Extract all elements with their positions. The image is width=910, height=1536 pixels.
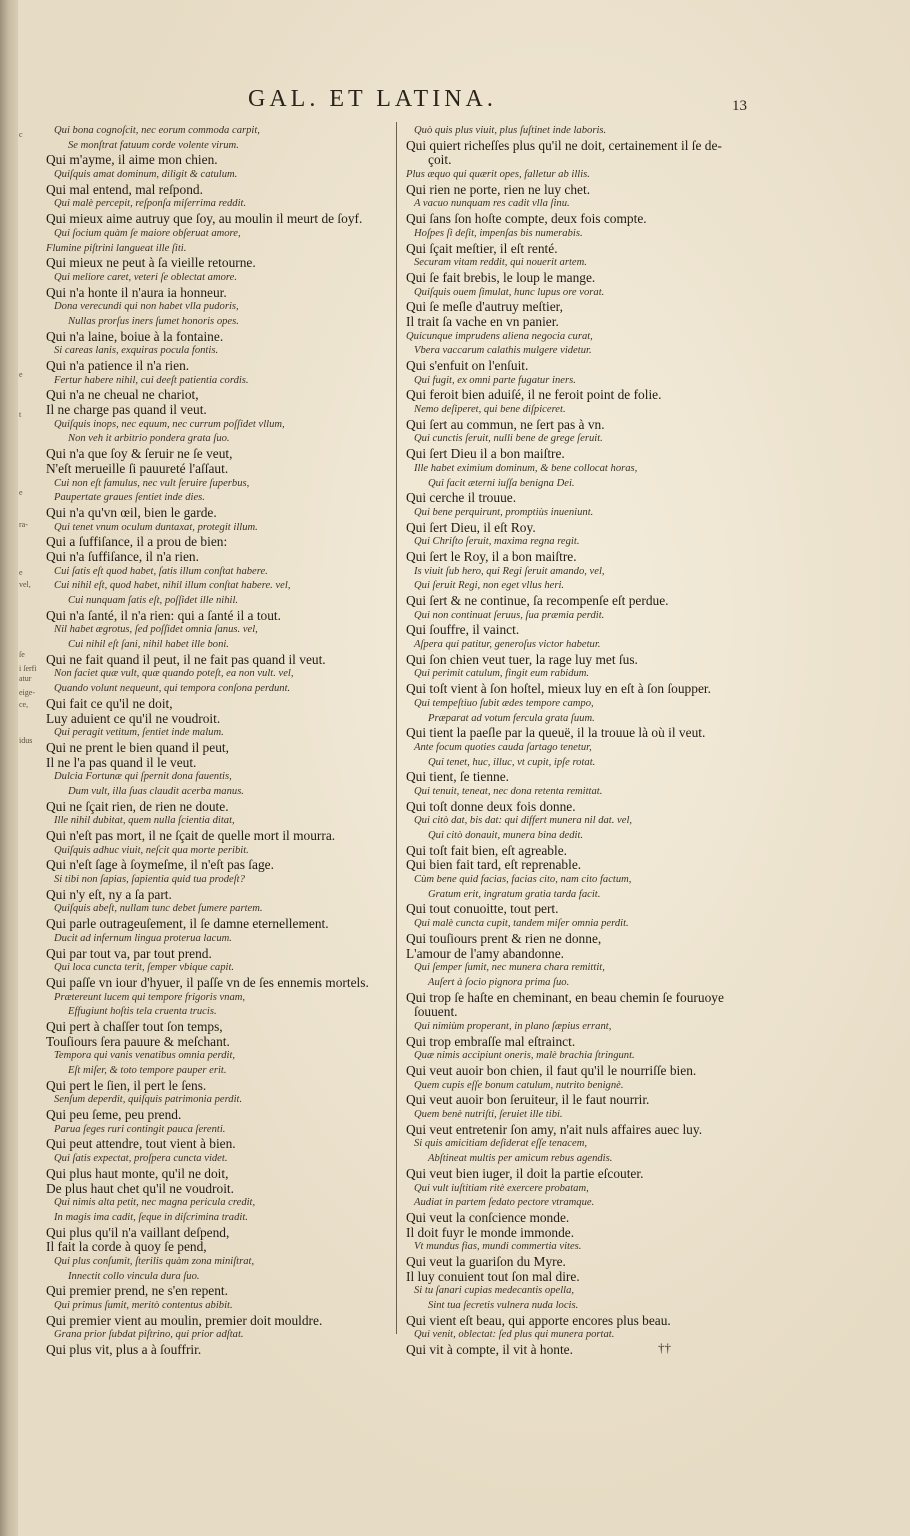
latin-verse-line: Grana prior ſubdat piſtrino, qui prior adſtat. [54,1329,244,1341]
french-proverb-line: Qui peut attendre, tout vient à bien. [46,1136,236,1152]
latin-verse-line: Qui ſeruit Regi, non eget vllus heri. [414,580,565,592]
french-proverb-line: Qui n'a honte il n'aura ia honneur. [46,284,227,300]
latin-verse-line: Qui vult iuſtitiam ritè exercere probatam, [414,1182,589,1194]
latin-verse-line: Prætereunt lucem qui tempore frigoris vnam, [54,991,246,1003]
signature-mark: †† [658,1340,671,1355]
french-proverb-line: Touſiours ſera pauure & meſchant. [46,1033,230,1049]
latin-verse-line: Ille nihil dubitat, quem nulla ſcientia ditat, [54,815,235,827]
french-proverb-line: Qui premier prend, ne s'en repent. [46,1283,229,1299]
french-proverb-line: Qui mieux ne peut à ſa vieille retourne. [46,255,256,271]
french-proverb-line: Qui n'y eſt, ny a ſa part. [46,886,172,902]
french-proverb-line: Qui ſe fait brebis, le loup le mange. [406,269,596,285]
latin-verse-line: Non faciet quæ vult, quæ quando poteſt, ea non vult. vel, [54,668,294,680]
latin-verse-line: Qui fugit, ex omni parte fugatur iners. [414,374,576,386]
french-proverb-line: Qui ſouffre, il vainct. [406,622,520,638]
french-proverb-line: Qui veut auoir bon ſeruiteur, il le faut nourrir. [406,1092,650,1108]
latin-verse-line: Sint tua ſecretis vulnera nuda locis. [428,1300,579,1311]
margin-note-fragment: ra- [19,520,28,529]
french-proverb-line: De plus haut chet qu'il ne voudroit. [46,1180,234,1196]
latin-verse-line: Vbera vaccarum calathis mulgere videtur. [414,345,592,357]
latin-verse-line: Qui non continuat ſeruus, ſua præmia perdit. [414,609,605,621]
french-proverb-line: Qui n'eſt pas mort, il ne ſçait de quelle mort il mourra. [46,828,336,843]
french-proverb-line: Qui n'a qu'vn œil, bien le garde. [46,504,217,520]
latin-verse-line: Ducit ad infernum lingua proterua lacum. [54,932,232,944]
margin-note-fragment: atur [19,674,32,683]
margin-note-fragment: idus [19,736,33,745]
french-proverb-line: Qui ſçait meſtier, il eſt renté. [406,240,558,256]
french-proverb-line: Qui n'a que ſoy & ſeruir ne ſe veut, [46,446,233,462]
facing-page-margin-notes [18,0,38,1536]
latin-verse-line: Is viuit ſub hero, qui Regi ſeruit amando, vel, [414,565,605,577]
latin-verse-line: Dona verecundi qui non habet vlla pudoris, [54,301,239,313]
latin-verse-line: Cui nunquam ſatis eſt, poſſidet ille nihil. [68,595,239,606]
latin-verse-line: In magis ima cadit, ſeque in diſcrimina tradit. [54,1211,248,1223]
margin-note-fragment: c [19,130,23,139]
latin-verse-line: Vt mundus fias, mundi commertia vites. [414,1241,582,1253]
latin-verse-line: Qui malè percepit, reſponſa miſerrima reddit. [54,198,247,210]
latin-verse-line: Qui meliore caret, veteri ſe oblectat amore. [54,271,237,283]
french-proverb-line: Qui toſt donne deux fois donne. [406,798,576,814]
latin-verse-line: Qui loca cuncta terit, ſemper vbique capit. [54,962,235,974]
french-proverb-line: Qui quiert richeſſes plus qu'il ne doit, certainement il ſe de- [406,137,722,153]
latin-verse-line: Quando volunt nequeunt, qui tempora conſona perdunt. [54,683,291,695]
french-proverb-line: Qui trop embraſſe mal eſtrainct. [406,1033,576,1049]
margin-note-fragment: e [19,488,23,497]
latin-verse-line: Qui facit æterni iuſſa benigna Dei. [428,477,575,489]
french-proverb-line: Qui parle outrageuſement, il ſe damne eternellement. [46,916,329,932]
latin-verse-line: Qui nimis alta petit, nec magna pericula credit, [54,1197,256,1209]
latin-verse-line: Audiat in partem ſedato pectore vtramque. [414,1197,595,1209]
latin-verse-line: Qui primus ſumit, meritò contentus abibit. [54,1300,233,1311]
latin-verse-line: Qui ſatis expectat, proſpera cuncta videt. [54,1153,228,1165]
latin-verse-line: Qui Chriſto ſeruit, maxima regna regit. [414,536,580,548]
french-proverb-line: Qui paſſe vn iour d'hyuer, il paſſe vn de ſes ennemis mortels. [46,974,369,990]
french-proverb-line: Qui par tout va, par tout prend. [46,945,212,961]
french-proverb-line: Qui ſert & ne continue, ſa recompenſe eſt perdue. [406,593,669,608]
latin-verse-line: Si tu ſanari cupias medecantis opella, [414,1285,575,1297]
french-proverb-line: Qui toſt fait bien, eſt agreable. [406,842,568,858]
latin-verse-line: Flumine piſtrini langueat ille ſiti. [46,242,187,254]
french-proverb-line: ſouuent. [414,1004,458,1020]
french-proverb-line: Qui pert le ſien, il pert le ſens. [46,1077,207,1093]
latin-verse-line: Abſtineat multis per amicum rebus agendis. [428,1153,613,1165]
latin-verse-line: Qui bona cognoſcit, nec eorum commoda carpit, [54,125,260,136]
latin-verse-line: Nil habet ægrotus, ſed poſſidet omnia ſanus. vel, [54,624,258,636]
french-proverb-line: Qui n'a patience il n'a rien. [46,358,190,373]
french-proverb-line: Qui ſans ſon hoſte compte, deux fois compte. [406,211,647,227]
latin-verse-line: A vacuo nunquam res cadit vlla ſinu. [414,198,570,210]
right-column [406,124,736,1358]
french-proverb-line: Qui s'enfuit on l'enſuit. [406,358,529,373]
french-proverb-line: Qui tient, ſe tienne. [406,769,510,785]
french-proverb-line: Qui n'a ne cheual ne chariot, [46,387,199,403]
french-proverb-line: Qui pert à chaſſer tout ſon temps, [46,1018,223,1034]
margin-note-fragment: e [19,370,23,379]
latin-verse-line: Cui nihil eſt, quod habet, nihil illum conſtat habere. vel, [54,580,291,592]
latin-verse-line: Qui cunctis ſeruit, nulli bene de grege ſeruit. [414,433,603,445]
french-proverb-line: Qui plus haut monte, qu'il ne doit, [46,1165,229,1181]
latin-verse-line: Cui ſatis eſt quod habet, ſatis illum conſtat habere. [54,565,268,577]
latin-verse-line: Qui citò dat, bis dat: qui differt munera nil dat. vel, [414,815,633,827]
french-proverb-line: Qui a ſuffiſance, il a prou de bien: [46,534,228,550]
latin-verse-line: Aſpera qui patitur, generoſus victor habetur. [414,639,601,651]
latin-verse-line: Quiſquis amat dominum, diligit & catulum. [54,169,238,181]
latin-verse-line: Tempora qui vanis venatibus omnia perdit, [54,1050,236,1062]
french-proverb-line: Il fait la corde à quoy ſe pend, [46,1239,207,1255]
latin-verse-line: Quem benè nutriſti, ſeruiet ille tibi. [414,1109,563,1121]
latin-verse-line: Quiſquis abeſt, nullam tunc debet ſumere partem. [54,903,263,915]
french-proverb-line: Luy aduient ce qu'il ne voudroit. [46,710,221,726]
latin-verse-line: Effugiunt hoſtis tela cruenta trucis. [68,1006,217,1018]
latin-verse-line: Qui malè cuncta cupit, tandem miſer omnia perdit. [414,918,629,930]
french-proverb-line: Qui n'eſt ſage à ſoymeſme, il n'eſt pas ſage. [46,857,274,873]
latin-verse-line: Nemo deſiperet, qui bene diſpiceret. [414,404,566,416]
french-proverb-line: Qui fait ce qu'il ne doit, [46,695,173,711]
french-proverb-line: Qui ſert Dieu il a bon maiſtre. [406,446,565,462]
latin-verse-line: Dulcia Fortunæ qui ſpernit dona fauentis, [54,771,232,783]
latin-verse-line: Non veh it arbitrio pondera grata ſuo. [68,433,230,445]
latin-verse-line: Se monſtrat fatuum corde volente virum. [68,139,239,151]
french-proverb-line: Qui tient la paeſle par la queuë, il la trouue là où il veut. [406,725,706,741]
latin-verse-line: Quicunque imprudens aliena negocia curat, [406,330,593,342]
latin-verse-line: Cui non eſt famulus, nec vult ſeruire ſuperbus, [54,477,250,489]
margin-note-fragment: t [19,410,22,419]
french-proverb-line: L'amour de l'amy abandonne. [406,945,565,961]
latin-verse-line: Plus æquo qui quærit opes, falletur ab illis. [406,169,590,181]
latin-verse-line: Qui tempeſtiuo ſubit ædes tempore campo, [414,697,594,709]
latin-verse-line: Quò quis plus viuit, plus ſuſtinet inde laboris. [414,125,607,136]
latin-verse-line: Quem cupis eſſe bonum catulum, nutrito benignè. [414,1079,624,1091]
margin-note-fragment: e [19,568,23,577]
latin-verse-line: Qui citò donauit, munera bina dedit. [428,830,584,841]
latin-verse-line: Quiſquis ouem ſimulat, hunc lupus ore vorat. [414,286,605,298]
french-proverb-line: Qui ne ſçait rien, de rien ne doute. [46,798,229,814]
french-proverb-line: Il trait ſa vache en vn panier. [406,313,559,329]
latin-verse-line: Quiſquis inops, nec equum, nec currum poſſidet vllum, [54,418,285,430]
latin-verse-line: Nullas prorſus iners ſumet honoris opes. [68,315,239,327]
french-proverb-line: Qui vient eſt beau, qui apporte encores plus beau. [406,1312,671,1328]
french-proverb-line: Qui n'a laine, boiue à la fontaine. [46,328,224,344]
latin-verse-line: Dum vult, illa ſuas claudit acerba manus. [68,785,244,797]
latin-verse-line: Innectit collo vincula dura ſuo. [68,1270,200,1282]
latin-verse-line: Gratum erit, ingratum gratia tarda facit. [428,888,601,900]
french-proverb-line: Qui mal entend, mal reſpond. [46,181,203,197]
latin-verse-line: Qui plus conſumit, ſterilis quàm zona miniſtrat, [54,1255,255,1267]
french-proverb-line: Qui ſert Dieu, il eſt Roy. [406,519,536,535]
french-proverb-line: Qui ne prent le bien quand il peut, [46,739,229,755]
french-proverb-line: Qui ne fait quand il peut, il ne fait pas quand il veut. [46,651,326,667]
french-proverb-line: Qui veut bien iuger, il doit la partie eſcouter. [406,1165,644,1181]
latin-verse-line: Qui venit, oblectat: ſed plus qui munera portat. [414,1329,615,1341]
latin-verse-line: Ante focum quoties cauda ſartago tenetur, [414,741,592,753]
column-divider [396,122,397,1334]
french-proverb-line: Qui mieux aime autruy que ſoy, au moulin il meurt de ſoyf. [46,211,363,227]
french-proverb-line: Qui bien fait tard, eſt reprenable. [406,857,582,873]
latin-verse-line: Quiſquis adhuc viuit, neſcit qua morte peribit. [54,844,249,856]
french-proverb-line: Qui plus qu'il n'a vaillant deſpend, [46,1224,230,1240]
latin-verse-line: Si quis amicitiam deſiderat eſſe tenacem, [414,1138,587,1150]
french-proverb-line: Qui veut entretenir ſon amy, n'ait nuls affaires auec luy. [406,1121,703,1137]
french-proverb-line: Qui touſiours prent & rien ne donne, [406,930,602,946]
french-proverb-line: Il ne l'a pas quand il le veut. [46,754,197,770]
french-proverb-line: Qui plus vit, plus a à ſouffrir. [46,1342,202,1358]
french-proverb-line: Il ne charge pas quand il veut. [46,402,207,418]
french-proverb-line: Qui ſert au commun, ne ſert pas à vn. [406,416,605,432]
french-proverb-line: Qui n'a ſuffiſance, il n'a rien. [46,548,199,564]
french-proverb-line: Qui toſt vient à ſon hoſtel, mieux luy en eſt à ſon ſoupper. [406,681,711,697]
margin-note-fragment: ſe [19,650,25,659]
latin-verse-line: Auſert à ſocio pignora prima ſuo. [428,976,570,988]
page-number: 13 [732,98,747,114]
french-proverb-line: Qui ſert le Roy, il a bon maiſtre. [406,548,577,564]
margin-note-fragment: ce, [19,700,29,709]
latin-verse-line: Cui nihil eſt ſani, nihil habet ille boni. [68,639,229,651]
latin-verse-line: Si careas lanis, exquiras pocula fontis. [54,345,219,357]
latin-verse-line: Paupertate graues ſentiet inde dies. [54,492,205,504]
french-proverb-line: Qui premier vient au moulin, premier doit mouldre. [46,1312,323,1328]
latin-verse-line: Qui tenet, huc, illuc, vt cupit, ipſe rotat. [428,756,596,768]
margin-note-fragment: eige- [19,688,35,697]
running-head: GAL. ET LATINA. [248,86,497,112]
latin-verse-line: Qui peragit vetitum, ſentiet inde malum. [54,727,224,739]
french-proverb-line: Qui tout conuoitte, tout pert. [406,901,559,917]
latin-verse-line: Qui tenet vnum oculum duntaxat, protegit illum. [54,521,258,533]
french-proverb-line: N'eſt merueille ſi pauureté l'aſſaut. [46,460,229,476]
latin-verse-line: Qui nimiùm properant, in plano ſæpius errant, [414,1020,612,1032]
latin-verse-line: Qui ſocium quàm ſe maiore obſeruat amore, [54,227,241,239]
french-proverb-line: Qui rien ne porte, rien ne luy chet. [406,181,591,197]
french-proverb-line: Qui n'a ſanté, il n'a rien: qui a ſanté il a tout. [46,607,282,623]
french-proverb-line: Il doit fuyr le monde immonde. [406,1224,575,1240]
latin-verse-line: Qui perimit catulum, fingit eum rabidum. [414,668,590,680]
latin-verse-line: Securam vitam reddit, qui nouerit artem. [414,257,587,269]
french-proverb-line: çoit. [428,152,452,168]
latin-verse-line: Qui ſemper ſumit, nec munera chara remittit, [414,962,605,974]
french-proverb-line: Il luy conuient tout ſon mal dire. [406,1268,580,1284]
french-proverb-line: Qui peu ſeme, peu prend. [46,1107,182,1123]
book-page [18,0,910,1536]
french-proverb-line: Qui trop ſe haſte en cheminant, en beau chemin ſe fouruoye [406,989,724,1005]
latin-verse-line: Cùm bene quid facias, facias cito, nam cito factum, [414,874,632,886]
latin-verse-line: Si tibi non ſapias, ſapientia quid tua prodeſt? [54,874,245,886]
french-proverb-line: Qui m'ayme, il aime mon chien. [46,152,218,168]
latin-verse-line: Quæ nimis accipiunt oneris, malè brachia ſtringunt. [414,1050,635,1062]
margin-note-fragment: vel, [19,580,31,589]
latin-verse-line: Præparat ad votum fercula grata ſuum. [428,712,595,724]
latin-verse-line: Hoſpes ſi deſit, impenſas bis numerabis. [414,227,583,239]
latin-verse-line: Ille habet eximium dominum, & bene collocat horas, [414,462,638,474]
french-proverb-line: Qui ſe meſle d'autruy meſtier, [406,299,563,315]
french-proverb-line: Qui vit à compte, il vit à honte. [406,1342,573,1358]
latin-verse-line: Fertur habere nihil, cui deeſt patientia cordis. [54,374,249,386]
french-proverb-line: Qui cerche il trouue. [406,490,517,506]
latin-verse-line: Senſum deperdit, quiſquis patrimonia perdit. [54,1094,243,1106]
french-proverb-line: Qui feroit bien aduiſé, il ne feroit point de folie. [406,387,662,403]
margin-note-fragment: i ſerfi [19,664,37,673]
latin-verse-line: Qui bene perquirunt, promptiùs inueniunt. [414,506,594,518]
left-column [46,124,391,1358]
latin-verse-line: Qui tenuit, teneat, nec dona retenta remittat. [414,785,603,797]
latin-verse-line: Eſt miſer, & toto tempore pauper erit. [68,1065,227,1076]
french-proverb-line: Qui ſon chien veut tuer, la rage luy met ſus. [406,651,638,667]
latin-verse-line: Parua ſeges ruri contingit pauca ſerenti. [54,1123,226,1135]
french-proverb-line: Qui veut auoir bon chien, il faut qu'il le nourriſſe bien. [406,1063,697,1078]
french-proverb-line: Qui veut la guariſon du Myre. [406,1253,566,1269]
french-proverb-line: Qui veut la conſcience monde. [406,1209,570,1225]
